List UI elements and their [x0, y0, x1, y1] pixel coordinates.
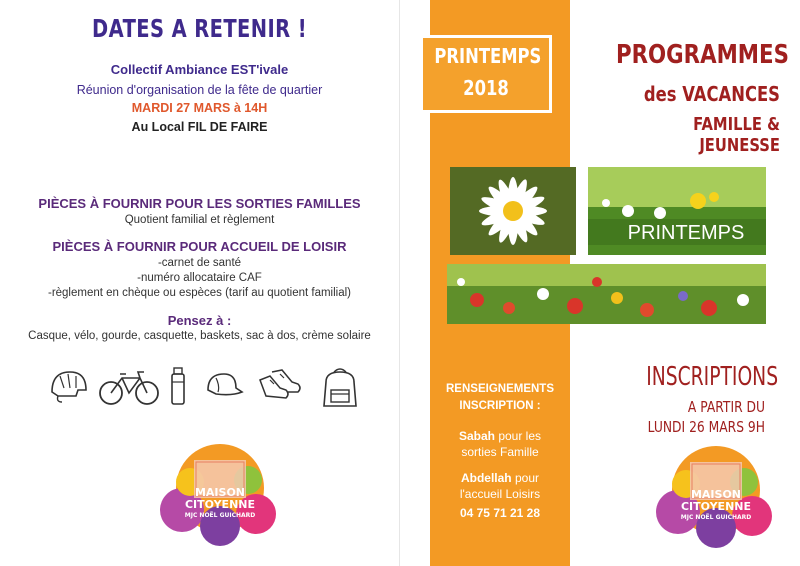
logo-line3: MJC NOËL GUICHARD	[184, 512, 256, 519]
pensez-title: Pensez à :	[167, 313, 232, 328]
reunion-text: Réunion d'organisation de la fête de quartier	[76, 83, 323, 97]
programmes-title: PROGRAMMES	[616, 40, 789, 70]
logo-line2: CITOYENNE	[680, 500, 752, 513]
daisy-photo	[450, 167, 576, 255]
logo-line1: MAISON	[690, 488, 742, 501]
contact1-text: pour les sorties Famille	[461, 429, 542, 459]
cap-icon	[202, 366, 246, 406]
inscriptions-title: INSCRIPTIONS	[646, 362, 779, 392]
equipment-icons	[40, 366, 370, 414]
collectif-name: Collectif Ambiance EST'ivale	[110, 62, 289, 77]
contact2-name: Abdellah	[460, 471, 512, 485]
renseignements-title: RENSEIGNEMENTS INSCRIPTION :	[446, 383, 554, 412]
inscriptions-from: A PARTIR DU	[687, 398, 765, 416]
sneakers-icon	[256, 366, 304, 406]
pieces-loisir-item: -numéro allocataire CAF	[137, 272, 262, 284]
contact2-text: pour l'accueil Loisirs	[459, 471, 541, 501]
pieces-familles-text: Quotient familial et règlement	[124, 214, 275, 226]
helmet-icon	[48, 366, 90, 406]
maison-citoyenne-logo-right	[656, 440, 774, 550]
pensez-text: Casque, vélo, gourde, casquette, baskets, sac à dos, crème solaire	[28, 330, 371, 342]
season-year: 2018	[463, 76, 509, 100]
logo-line1: MAISON	[194, 486, 246, 499]
maison-citoyenne-logo	[160, 438, 278, 548]
contact1-name: Sabah	[458, 429, 495, 443]
dates-title: DATES A RETENIR !	[92, 14, 307, 43]
pieces-loisir-title: PIÈCES À FOURNIR POUR ACCUEIL DE LOISIR	[52, 239, 347, 254]
contact-famille	[440, 428, 560, 460]
pieces-loisir-item: -carnet de santé	[157, 257, 242, 269]
bicycle-icon	[98, 366, 160, 406]
pieces-loisir-item: -règlement en chèque ou espèces (tarif au quotient familial)	[47, 287, 351, 299]
backpack-icon	[318, 366, 362, 410]
photo-label: PRINTEMPS	[627, 222, 745, 244]
meadow-photo	[588, 167, 766, 255]
famille-title: FAMILLE & JEUNESSE	[693, 114, 780, 156]
contact-loisirs	[440, 470, 560, 502]
poppies-photo	[447, 264, 766, 324]
inscriptions-date: LUNDI 26 MARS 9H	[647, 418, 765, 436]
vacances-title: des VACANCES	[643, 82, 780, 106]
water-bottle-icon	[168, 366, 188, 406]
reunion-date: MARDI 27 MARS à 14H	[131, 101, 268, 115]
left-panel	[0, 0, 399, 566]
season-box	[420, 35, 552, 113]
pieces-familles-title: PIÈCES À FOURNIR POUR LES SORTIES FAMILLES	[38, 196, 361, 211]
logo-line3: MJC NOËL GUICHARD	[680, 514, 752, 521]
season-label: PRINTEMPS	[434, 44, 542, 68]
logo-line2: CITOYENNE	[184, 498, 256, 511]
reunion-location: Au Local FIL DE FAIRE	[131, 120, 268, 134]
contact-phone: 04 75 71 21 28	[459, 506, 541, 520]
fold-divider	[399, 0, 400, 566]
